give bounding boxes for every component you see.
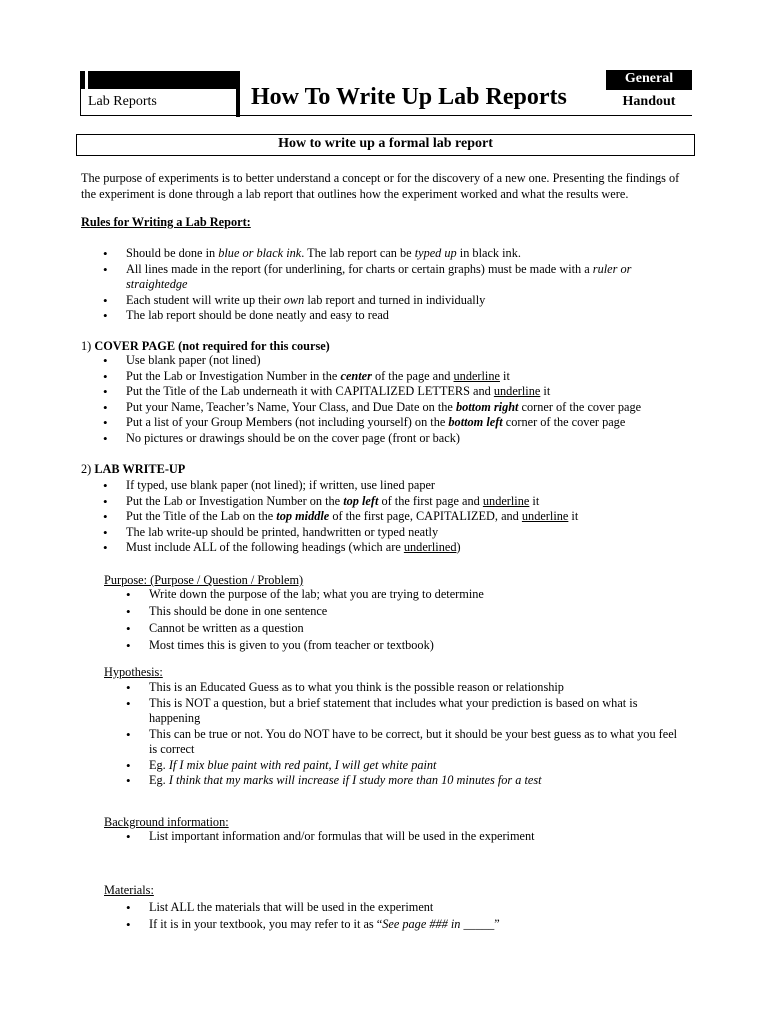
list-item: • This should be done in one sentence	[149, 603, 679, 620]
rules-list	[126, 246, 671, 324]
header-divider	[236, 71, 240, 117]
header-bottom-rule	[238, 115, 692, 116]
materials-heading: Materials:	[104, 883, 154, 897]
subtitle: How to write up a formal lab report	[278, 136, 493, 151]
list-item: • List important information and/or formulas that will be used in the experiment	[149, 829, 679, 845]
hypothesis-list	[149, 680, 679, 789]
list-item: • Each student will write up their own lab report and turned in individually	[126, 293, 671, 309]
list-item: • Must include ALL of the following headings (which are underlined)	[126, 540, 671, 556]
hypothesis-heading: Hypothesis:	[104, 665, 163, 679]
list-item: • This is NOT a question, but a brief statement that includes what your prediction is based on what is happening	[149, 696, 679, 727]
list-item: • Put the Title of the Lab on the top middle of the first page, CAPITALIZED, and underline it	[126, 509, 671, 525]
list-item: • Put the Title of the Lab underneath it with CAPITALIZED LETTERS and underline it	[126, 384, 671, 400]
cover-list	[126, 353, 671, 446]
purpose-list	[149, 586, 679, 654]
list-item: • Put your Name, Teacher’s Name, Your Class, and Due Date on the bottom right corner of the cover page	[126, 400, 671, 416]
cover-heading: 1) COVER PAGE (not required for this course)	[81, 339, 330, 353]
list-item: • Cannot be written as a question	[149, 620, 679, 637]
header-badge-bottom: Handout	[622, 94, 676, 109]
header-left-black-bar	[80, 71, 238, 89]
page-title: How To Write Up Lab Reports	[251, 84, 567, 110]
list-item: • The lab write-up should be printed, handwritten or typed neatly	[126, 525, 671, 541]
list-item: • Put the Lab or Investigation Number in the center of the page and underline it	[126, 369, 671, 385]
list-item: • This is an Educated Guess as to what you think is the possible reason or relationship	[149, 680, 679, 696]
header-badge-label: General	[624, 71, 674, 86]
header-left-label: Lab Reports	[88, 94, 157, 109]
intro-paragraph: The purpose of experiments is to better understand a concept or for the discovery of a new one. Presenting the findings of the experiment is done through a lab report that outlines how the experiment worked and what the results were.	[81, 171, 680, 201]
list-item: • The lab report should be done neatly and easy to read	[126, 308, 671, 324]
list-item: • Should be done in blue or black ink. The lab report can be typed up in black ink.	[126, 246, 671, 262]
list-item: • Eg. If I mix blue paint with red paint, I will get white paint	[149, 758, 679, 774]
list-item: • All lines made in the report (for underlining, for charts or certain graphs) must be made with a ruler or straightedge	[126, 262, 671, 293]
list-item: • If typed, use blank paper (not lined); if written, use lined paper	[126, 478, 671, 494]
materials-list	[149, 899, 679, 933]
header-left-tick	[85, 71, 88, 89]
list-item: • No pictures or drawings should be on the cover page (front or back)	[126, 431, 671, 447]
list-item: • If it is in your textbook, you may refer to it as “See page ### in _____”	[149, 916, 679, 933]
list-item: • List ALL the materials that will be used in the experiment	[149, 899, 679, 916]
writeup-list	[126, 478, 671, 556]
list-item: • Most times this is given to you (from teacher or textbook)	[149, 637, 679, 654]
list-item: • This can be true or not. You do NOT have to be correct, but it should be your best guess as to what you feel is correct	[149, 727, 679, 758]
background-heading: Background information:	[104, 815, 229, 829]
list-item: • Write down the purpose of the lab; what you are trying to determine	[149, 586, 679, 603]
list-item: • Put a list of your Group Members (not including yourself) on the bottom left corner of the cover page	[126, 415, 671, 431]
rules-heading: Rules for Writing a Lab Report:	[81, 215, 251, 229]
background-list	[149, 829, 679, 845]
writeup-heading: 2) LAB WRITE-UP	[81, 462, 186, 476]
list-item: • Eg. I think that my marks will increase if I study more than 10 minutes for a test	[149, 773, 679, 789]
purpose-heading: Purpose: (Purpose / Question / Problem)	[104, 573, 304, 587]
list-item: • Use blank paper (not lined)	[126, 353, 671, 369]
list-item: • Put the Lab or Investigation Number on the top left of the first page and underline it	[126, 494, 671, 510]
